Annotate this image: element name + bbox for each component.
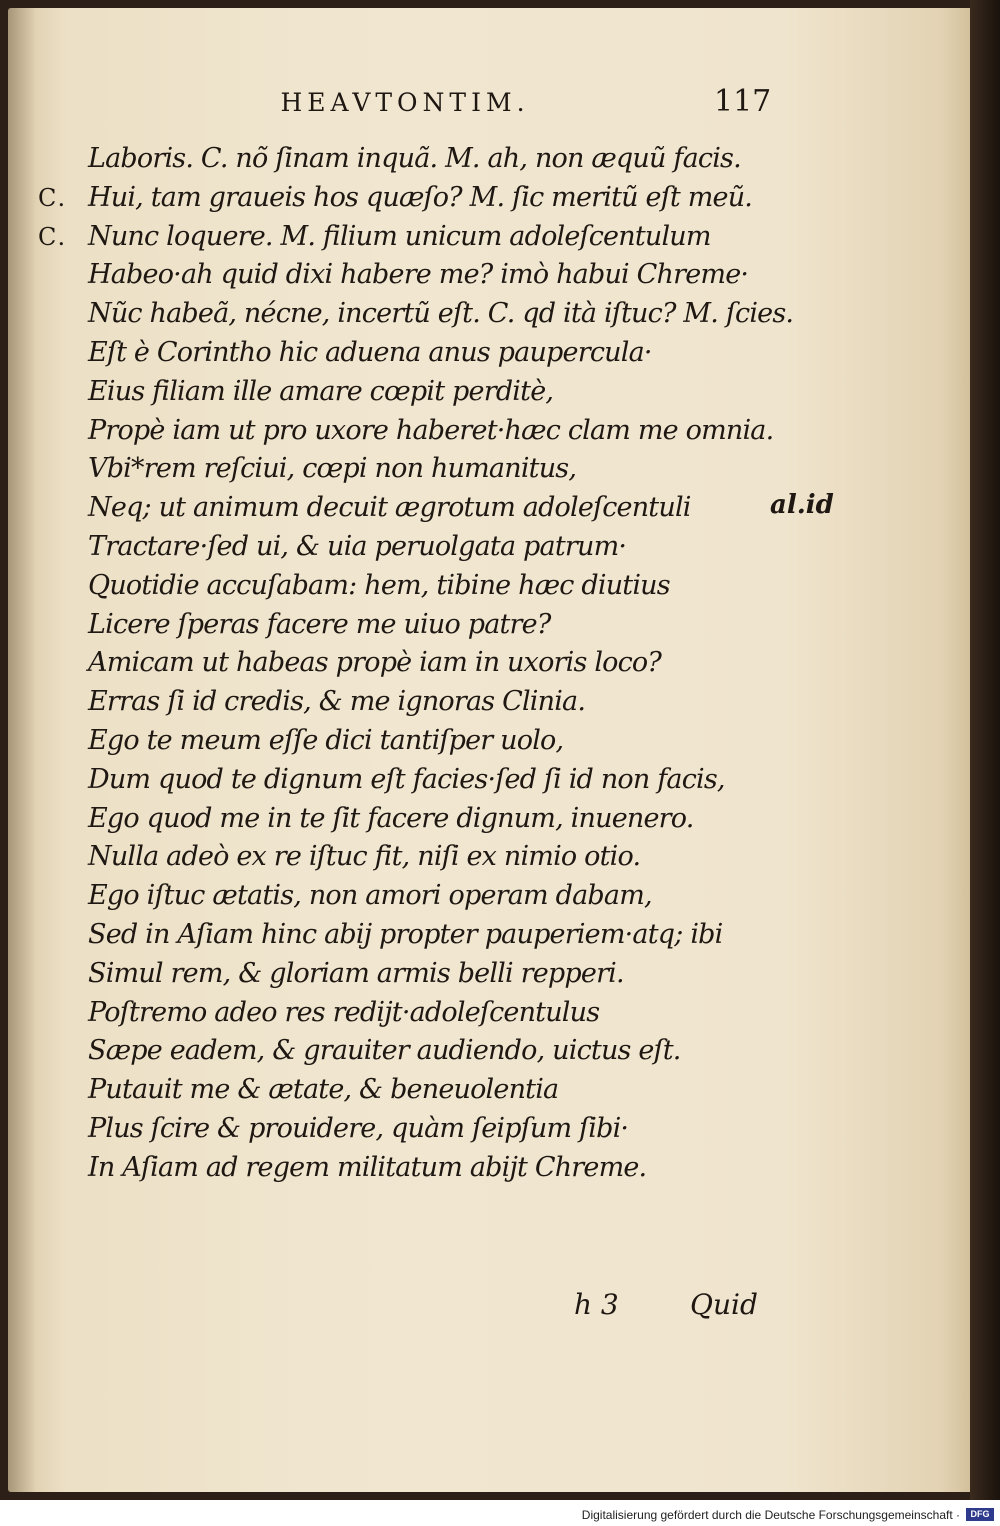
page-number: 117	[714, 84, 772, 119]
line-text: Poſtremo adeo res redijt·adoleſcentulus	[88, 996, 600, 1028]
speaker-label: C.	[38, 183, 68, 212]
text-line	[88, 334, 808, 373]
line-text: Ego quod me in te ſit facere dignum, inuenero.	[88, 802, 694, 834]
line-text: Eſt è Corintho hic aduena anus paupercula·	[88, 336, 652, 368]
dfg-logo-icon: DFG	[966, 1508, 994, 1521]
text-line	[88, 1032, 808, 1071]
running-head: HEAVTONTIM.	[280, 88, 530, 117]
line-text: Dum quod te dignum eſt facies·ſed ſi id non facis,	[88, 763, 725, 795]
line-text: Hui, tam graueis hos quæſo? M. ſic meritũ eſt meũ.	[88, 181, 753, 213]
line-text: Sæpe eadem, & grauiter audiendo, uictus eſt.	[88, 1035, 681, 1067]
line-text: Vbi*rem reſciui, cœpi non humanitus,	[88, 453, 577, 485]
line-text: Eius filiam ille amare cœpit perditè,	[88, 375, 554, 407]
text-line	[88, 373, 808, 412]
text-line	[38, 179, 808, 218]
line-text: Putauit me & ætate, & beneuolentia	[88, 1074, 559, 1106]
text-block	[38, 140, 808, 1188]
line-text: Plus ſcire & prouidere, quàm ſeipſum ſibi·	[88, 1112, 629, 1144]
text-line	[88, 838, 808, 877]
text-line	[88, 722, 808, 761]
line-text: Nunc loquere. M. filium unicum adoleſcentulum	[88, 220, 711, 252]
text-line	[88, 683, 808, 722]
line-text: Nũc habeã, nécne, incertũ eſt. C. qd ità iſtuc? M. ſcies.	[88, 298, 794, 330]
line-text: Propè iam ut pro uxore haberet·hæc clam me omnia.	[88, 414, 774, 446]
text-line	[88, 528, 808, 567]
text-line	[88, 644, 808, 683]
book-edge	[970, 0, 1000, 1500]
line-text: Habeo·ah quid dixi habere me? imò habui Chreme·	[88, 259, 749, 291]
text-line	[88, 761, 808, 800]
text-line	[88, 412, 808, 451]
line-text: Neq; ut animum decuit ægrotum adoleſcentuli	[88, 492, 691, 524]
gutter-shadow	[8, 8, 36, 1492]
line-text: Simul rem, & gloriam armis belli repperi.	[88, 957, 624, 989]
text-line	[88, 1149, 808, 1188]
margin-note: al.id	[770, 490, 834, 520]
text-line	[88, 916, 808, 955]
line-text: In Aſiam ad regem militatum abijt Chreme.	[88, 1151, 647, 1183]
text-line	[88, 800, 808, 839]
text-line	[88, 606, 808, 645]
line-text: Ego te meum eſſe dici tantiſper uolo,	[88, 724, 564, 756]
line-text: Amicam ut habeas propè iam in uxoris loco?	[88, 647, 662, 679]
text-line	[88, 955, 808, 994]
line-text: Sed in Aſiam hinc abij propter pauperiem·atq; ibi	[88, 918, 723, 950]
catchword: Quid	[690, 1288, 758, 1321]
text-line	[88, 489, 808, 528]
signature-mark: h 3	[574, 1288, 619, 1321]
text-line	[88, 877, 808, 916]
text-line	[88, 1110, 808, 1149]
line-text: Laboris. C. nõ ſinam inquã. M. ah, non æquũ facis.	[88, 143, 741, 174]
line-text: Licere ſperas facere me uiuo patre?	[88, 608, 551, 640]
line-text: Quotidie accuſabam: hem, tibine hæc diutius	[88, 569, 670, 601]
text-line	[88, 450, 808, 489]
digitization-credit: Digitalisierung gefördert durch die Deutsche Forschungsgemeinschaft ·	[581, 1508, 960, 1522]
text-line	[88, 295, 808, 334]
text-line	[88, 994, 808, 1033]
line-text: Nulla adeò ex re iſtuc fit, niſi ex nimio otio.	[88, 841, 641, 873]
text-line	[88, 140, 808, 179]
text-line	[88, 256, 808, 295]
speaker-label: C.	[38, 222, 68, 251]
line-text: Ego iſtuc ætatis, non amori operam dabam,	[88, 880, 652, 912]
line-text: Tractare·ſed ui, & uia peruolgata patrum·	[88, 530, 627, 562]
text-line	[88, 567, 808, 606]
text-line	[88, 1071, 808, 1110]
line-text: Erras ſi id credis, & me ignoras Clinia.	[88, 686, 586, 718]
text-line	[38, 218, 808, 257]
